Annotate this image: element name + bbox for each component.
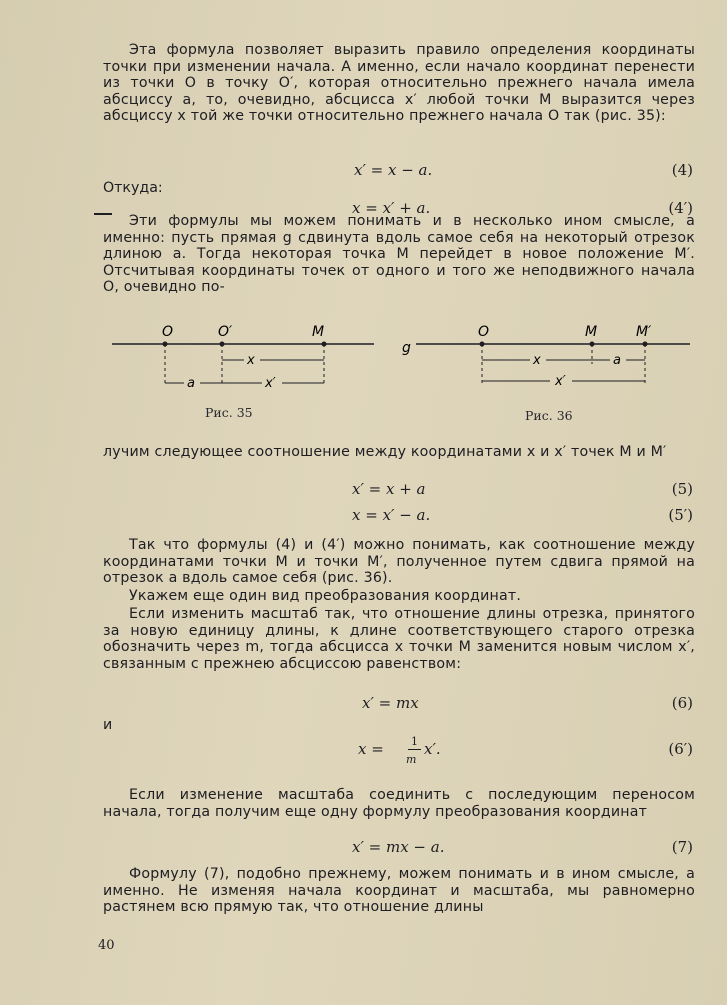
- paragraph-formulas-meaning: Так что формулы (4) и (4′) можно понимать, как соотношение между координатами точки M и точки M′, полученное путем сдвига прямой на отрезок a вдоль самое себя (рис. 36).: [103, 537, 695, 587]
- paragraph-scale-change: Если изменить масштаб так, что отношение длины отрезка, принятого за новую единицу длины, к длине соответствующего старого отрезка обозначить через m, тогда абсцисса x точки M заменится новым числом x′, связанным с прежнею абсциссою равенством:: [103, 606, 695, 672]
- formula-expression: x′ = mx: [362, 694, 419, 712]
- formula-number: (6′): [668, 740, 693, 758]
- formula-rhs: x′.: [424, 740, 441, 758]
- segment-label-a: a: [613, 353, 621, 368]
- segment-label-a: a: [187, 376, 195, 391]
- formula-expression: x = x′ + a.: [352, 199, 431, 217]
- point-label-m: M: [585, 324, 598, 340]
- formula-expression: x = x′ − a.: [352, 506, 431, 524]
- fraction-numerator: 1: [411, 735, 418, 748]
- formula-expression: x′ = x + a: [352, 480, 426, 498]
- paragraph-formula-intro: Эта формула позволяет выразить правило определения координаты точки при изменении начала. А именно, если начало координат перенести из точки O в точку O′, которая относительно прежнего начала имела абсциссу a, то, очевидно, абсцисса x′ любой точки M выразится через абсциссу x той же точки относительно прежнего начала O так (рис. 35):: [103, 42, 695, 125]
- formula-number: (4′): [668, 199, 693, 217]
- paragraph-another-transform: Укажем еще один вид преобразования координат.: [129, 588, 522, 604]
- paragraph-shift-interpretation: Эти формулы мы можем понимать и в несколько ином смысле, а именно: пусть прямая g сдвинута вдоль самое себя на некоторый отрезок длиною a. Тогда некоторая точка M перейдет в новое положение M′. Отсчитывая координаты точек от одного и того же неподвижного начала O, очевидно по-: [103, 213, 695, 296]
- figure-35-caption: Рис. 35: [205, 405, 253, 420]
- segment-label-x-prime: x′: [265, 376, 276, 391]
- point-label-o-prime: O′: [218, 324, 233, 340]
- figure-35: [112, 322, 382, 402]
- paragraph-relation: лучим следующее соотношение между координатами x и x′ точек M и M′: [103, 444, 667, 460]
- formula-number: (7): [671, 838, 693, 856]
- conjunction-i: и: [103, 717, 113, 733]
- fraction-bar: [408, 749, 421, 750]
- page-number: 40: [98, 938, 115, 953]
- paragraph-scale-and-shift: Если изменение масштаба соединить с последующим переносом начала, тогда получим еще одну формулу преобразования координат: [103, 787, 695, 820]
- point-label-o: O: [478, 324, 490, 340]
- otkuda-label: Откуда:: [103, 180, 163, 196]
- formula-number: (6): [671, 694, 693, 712]
- segment-label-x-prime: x′: [555, 374, 566, 389]
- formula-number: (4): [671, 161, 693, 179]
- formula-expression: x′ = x − a.: [354, 161, 433, 179]
- point-label-o: O: [162, 324, 174, 340]
- formula-number: (5): [671, 480, 693, 498]
- figure-36-caption: Рис. 36: [525, 408, 573, 423]
- figure-36: [400, 322, 690, 402]
- point-label-m: M: [312, 324, 325, 340]
- formula-lhs: x =: [358, 740, 384, 758]
- segment-label-x: x: [247, 353, 255, 368]
- paragraph-formula-7-meaning: Формулу (7), подобно прежнему, можем понимать и в ином смысле, а именно. Не изменяя начала координат и масштаба, мы равномерно растянем всю прямую так, что отношение длины: [103, 866, 695, 916]
- point-label-m-prime: M′: [636, 324, 652, 340]
- formula-6-prime: [300, 736, 693, 776]
- segment-label-x: x: [533, 353, 541, 368]
- line-label-g: g: [402, 340, 411, 356]
- formula-number: (5′): [668, 506, 693, 524]
- formula-expression: x′ = mx − a.: [352, 838, 445, 856]
- fraction-denominator: m: [406, 753, 417, 766]
